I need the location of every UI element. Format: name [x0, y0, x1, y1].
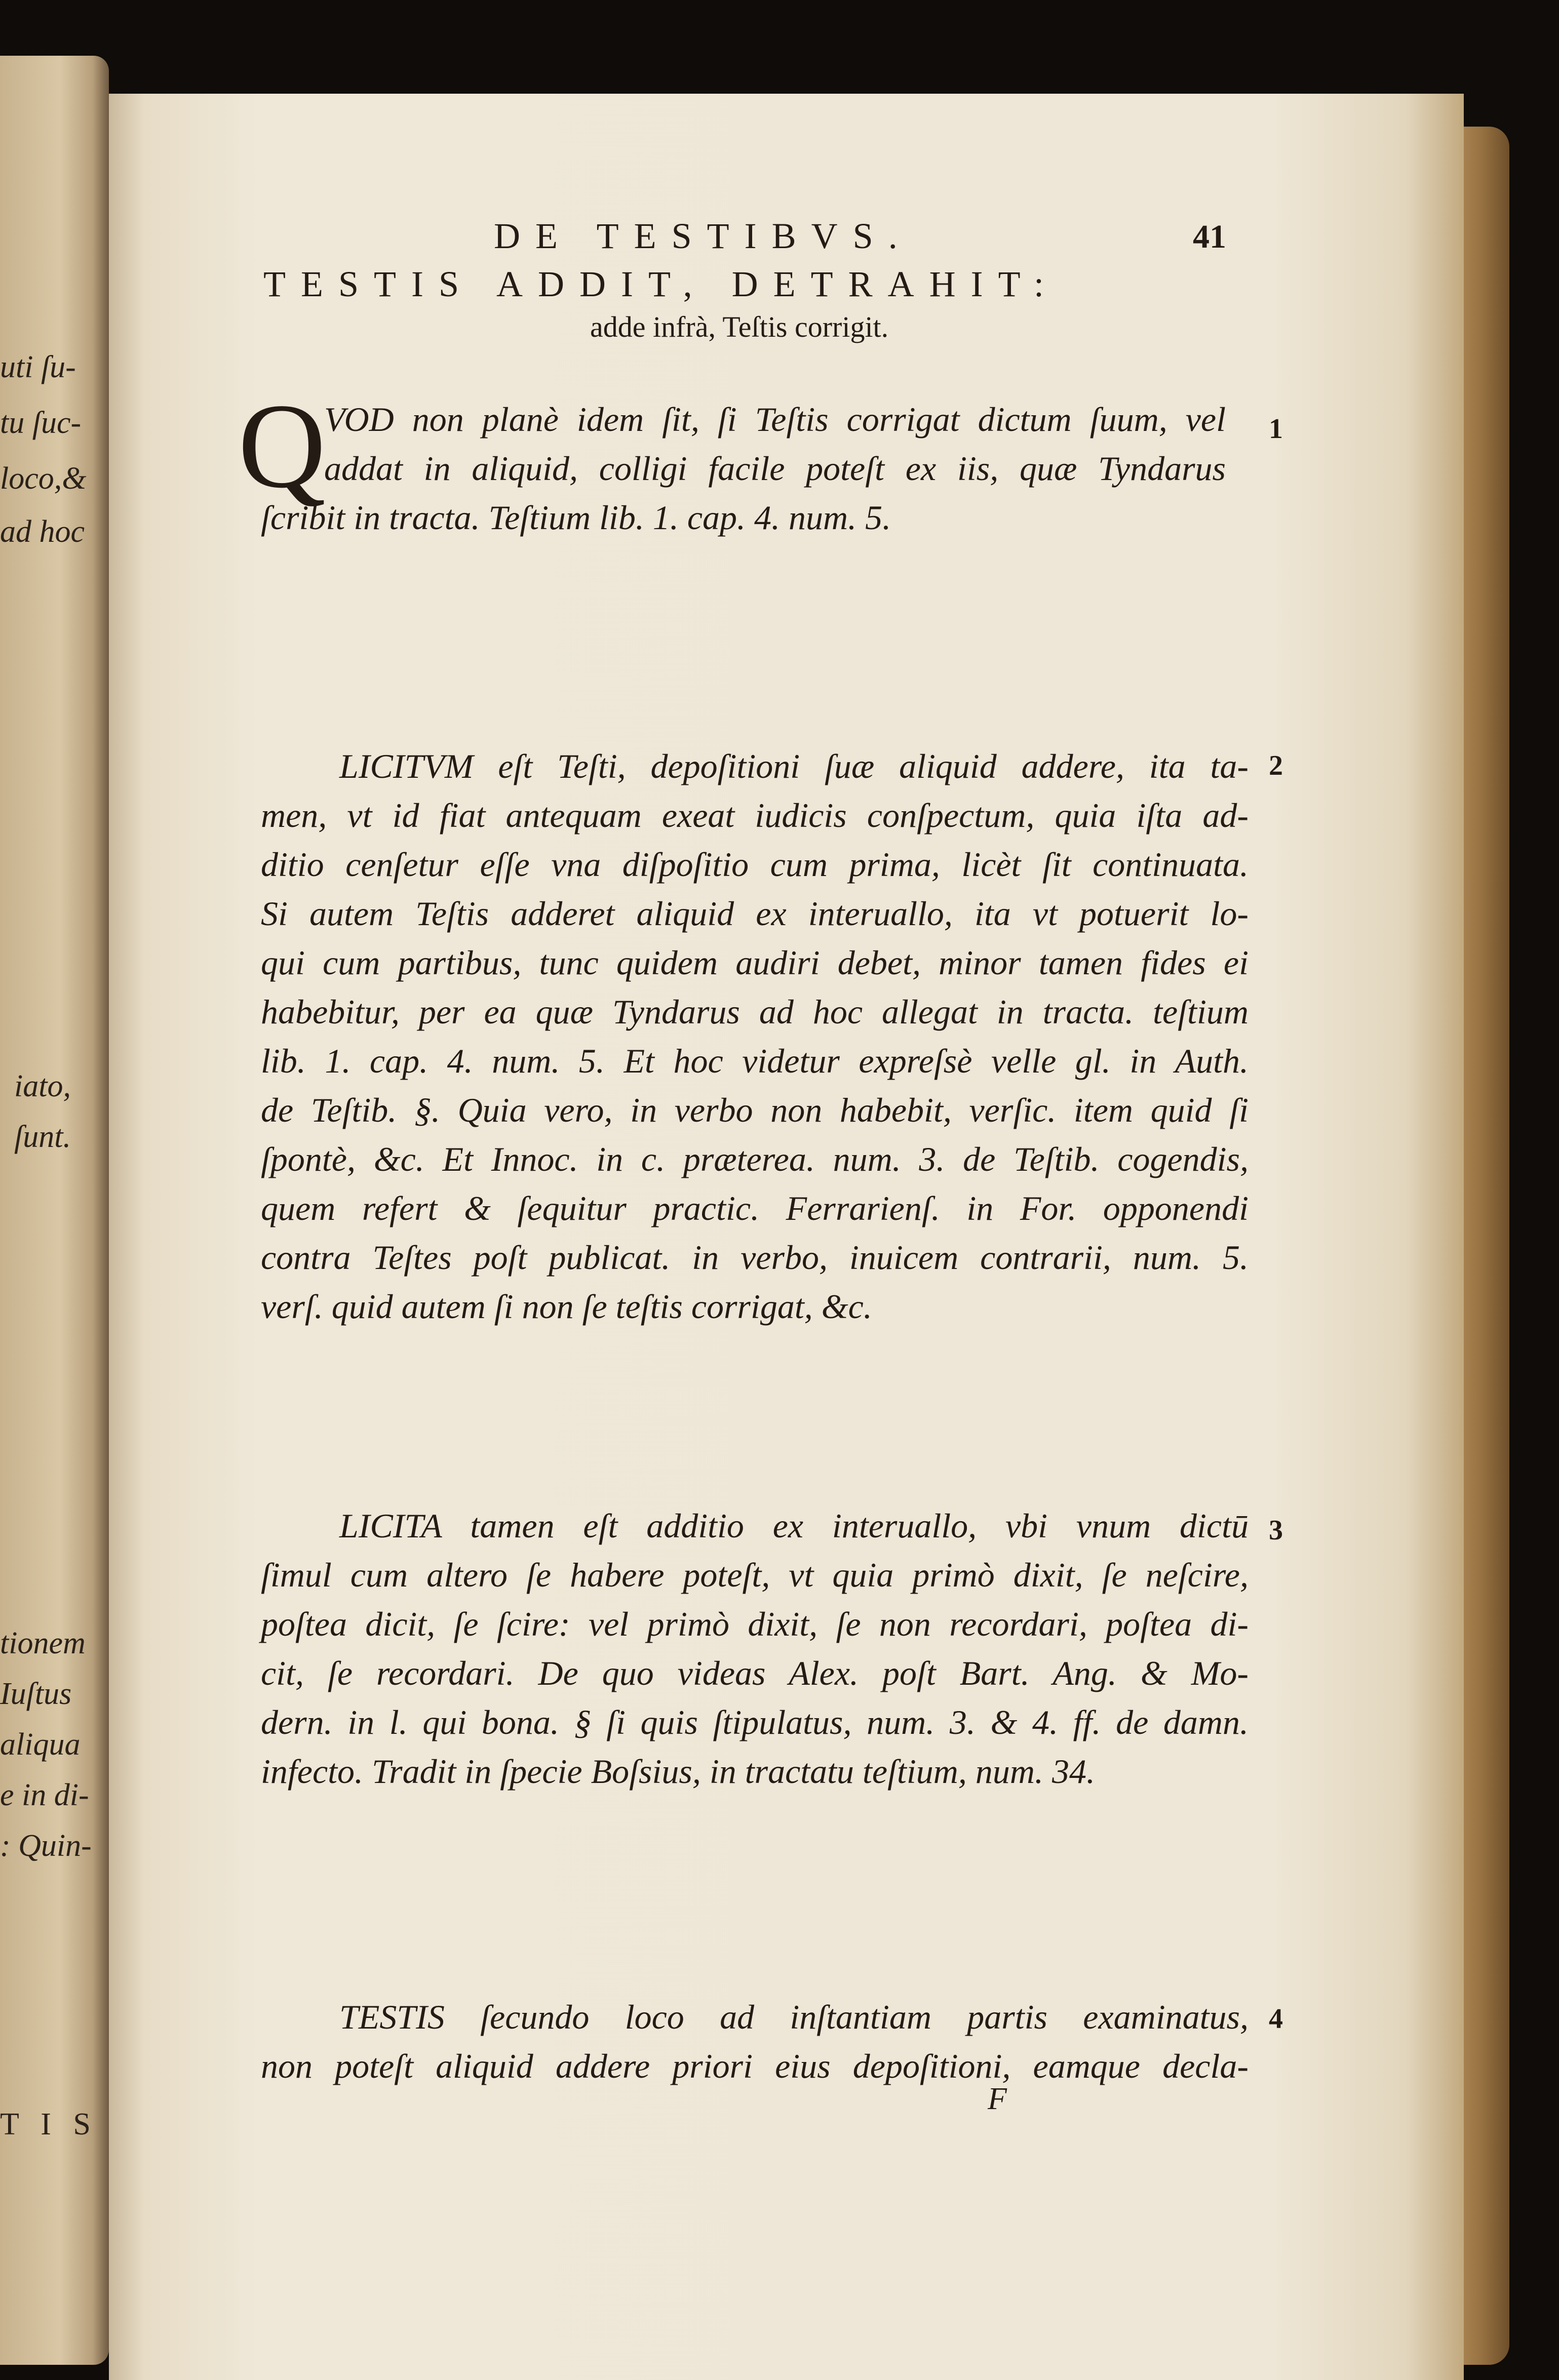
- left-page-line: ſunt.: [14, 1120, 71, 1154]
- text-line: dern. in l. qui bona. § ſi quis ſtipulatus, num. 3. & 4. ff. de damn.: [261, 1703, 1249, 1741]
- text-line: quem refert & ſequitur practic. Ferrarienſ. in For. opponendi: [261, 1189, 1249, 1227]
- text-line: qui cum partibus, tunc quidem audiri debet, minor tamen fides ei: [261, 943, 1249, 982]
- paragraph-2: [261, 742, 1249, 1331]
- left-page-line: : Quin-: [0, 1829, 92, 1863]
- drop-cap: Q: [238, 378, 326, 513]
- paragraph-1: [324, 395, 1226, 493]
- text-line: Si autem Teſtis adderet aliquid ex interuallo, ita vt potuerit lo-: [261, 894, 1249, 933]
- text-line: habebitur, per ea quæ Tyndarus ad hoc allegat in tracta. teſtium: [261, 993, 1249, 1031]
- cross-reference: adde infrà, Teſtis corrigit.: [590, 310, 889, 343]
- paragraph-1-tail: [261, 493, 1249, 542]
- text-line: ditio cenſetur eſſe vna diſpoſitio cum prima, licèt ſit continuata.: [261, 845, 1249, 884]
- paragraph-number: 1: [1269, 413, 1283, 445]
- paragraph-number: 4: [1269, 2003, 1283, 2035]
- text-line: poſtea dicit, ſe ſcire: vel primò dixit, ſe non recordari, poſtea di-: [261, 1605, 1249, 1643]
- left-page-line: uti ſu-: [0, 350, 76, 384]
- text-line: LICITVM eſt Teſti, depoſitioni ſuæ aliquid addere, ita ta-: [339, 747, 1249, 785]
- text-line: verſ. quid autem ſi non ſe teſtis corrigat, &c.: [261, 1287, 872, 1326]
- left-page-line: tionem: [0, 1626, 86, 1660]
- running-title: DE TESTIBVS.: [494, 216, 913, 256]
- text-line: ſpontè, &c. Et Innoc. in c. præterea. num. 3. de Teſtib. cogendis,: [261, 1140, 1249, 1178]
- signature-mark: F: [988, 2082, 1007, 2116]
- page-number: 41: [1193, 218, 1226, 255]
- text-line: contra Teſtes poſt publicat. in verbo, inuicem contrarii, num. 5.: [261, 1238, 1249, 1277]
- text-line: VOD non planè idem ſit, ſi Teſtis corrigat dictum ſuum, vel: [324, 400, 1226, 439]
- left-page-line: aliqua: [0, 1727, 81, 1762]
- text-line: ſimul cum altero ſe habere poteſt, vt quia primò dixit, ſe neſcire,: [261, 1556, 1249, 1594]
- text-line: non poteſt aliquid addere priori eius depoſitioni, eamque decla-: [261, 2047, 1249, 2085]
- text-line: men, vt id fiat antequam exeat iudicis conſpectum, quia iſta ad-: [261, 796, 1249, 835]
- text-line: infecto. Tradit in ſpecie Boſsius, in tractatu teſtium, num. 34.: [261, 1752, 1096, 1791]
- text-line: TESTIS ſecundo loco ad inſtantiam partis examinatus,: [339, 1998, 1249, 2036]
- text-line: cit, ſe recordari. De quo videas Alex. poſt Bart. Ang. & Mo-: [261, 1654, 1249, 1692]
- text-line: addat in aliquid, colligi facile poteſt ex iis, quæ Tyndarus: [324, 449, 1226, 488]
- text-line: ſcribit in tracta. Teſtium lib. 1. cap. 4. num. 5.: [261, 498, 891, 537]
- left-page-line: e in di-: [0, 1778, 89, 1812]
- paragraph-3: [261, 1501, 1249, 1796]
- paragraph-4: [261, 1993, 1249, 2091]
- left-page-line: Iuſtus: [0, 1677, 72, 1711]
- left-page-fragment: [0, 56, 109, 2365]
- paragraph-number: 3: [1269, 1515, 1283, 1546]
- left-page-line: iato,: [14, 1069, 71, 1103]
- text-line: LICITA tamen eſt additio ex interuallo, vbi vnum dictū: [339, 1506, 1249, 1545]
- left-page-line: ad hoc: [0, 514, 85, 549]
- paragraph-number: 2: [1269, 750, 1283, 781]
- left-page-line: loco,&: [0, 461, 87, 496]
- section-title: TESTIS ADDIT, DETRAHIT:: [263, 264, 1059, 304]
- left-page-line: T I S: [0, 2107, 98, 2141]
- text-line: lib. 1. cap. 4. num. 5. Et hoc videtur expreſsè velle gl. in Auth.: [261, 1042, 1249, 1080]
- text-line: de Teſtib. §. Quia vero, in verbo non habebit, verſic. item quid ſi: [261, 1091, 1249, 1129]
- left-page-line: tu ſuc-: [0, 406, 82, 440]
